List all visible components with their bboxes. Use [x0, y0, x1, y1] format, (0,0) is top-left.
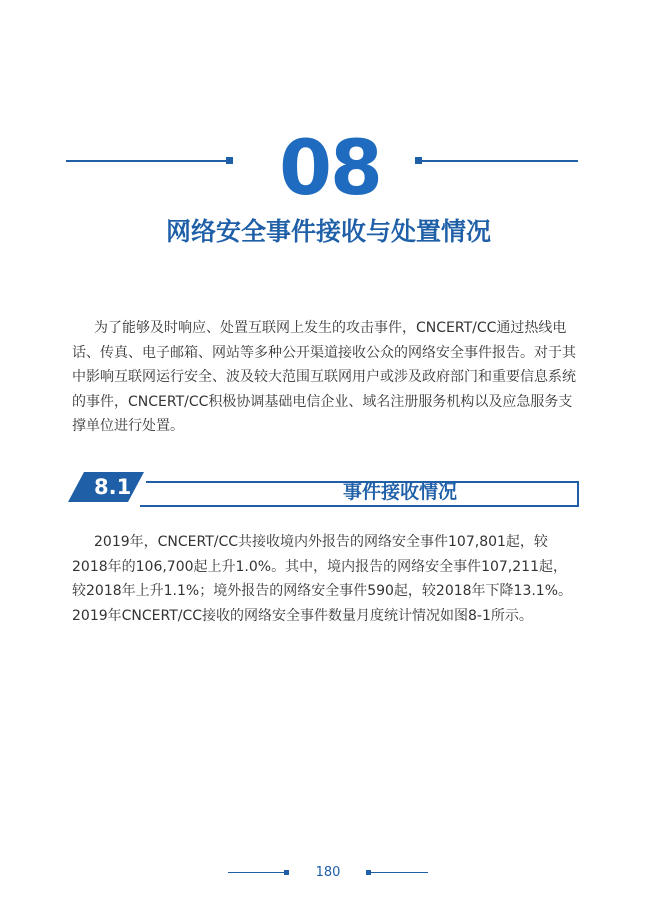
intro-line: 中影响互联网运行安全、波及较大范围互联网用户或涉及政府部门和重要信息系统 [72, 369, 576, 385]
section-title: 事件接收情况 [342, 481, 457, 503]
chapter-title: 网络安全事件接收与处置情况 [165, 217, 491, 246]
chapter-number: 08 [279, 123, 381, 212]
section-header [68, 472, 580, 508]
intro-line: 话、传真、电子邮箱、网站等多种公开渠道接收公众的网络安全事件报告。对于其 [72, 344, 576, 361]
footer-line-left [228, 872, 286, 873]
intro-line: 为了能够及时响应、处置互联网上发生的攻击事件，CNCERT/CC通过热线电 [94, 320, 567, 336]
page-number: 180 [315, 865, 341, 880]
header-dot-left [226, 157, 233, 164]
header-dot-right [415, 157, 422, 164]
section-number: 8.1 [94, 475, 132, 499]
section-body-line: 2019年CNCERT/CC接收的网络安全事件数量月度统计情况如图8-1所示。 [72, 607, 533, 624]
section-body-paragraph [72, 530, 582, 628]
intro-line: 的事件，CNCERT/CC积极协调基础电信企业、域名注册服务机构以及应急服务支 [72, 393, 573, 410]
intro-paragraph [72, 316, 582, 439]
section-body-line: 2018年的106,700起上升1.0%。其中，境内报告的网络安全事件107,211起， [72, 558, 567, 575]
header-line-right [420, 160, 578, 162]
header-line-left [66, 160, 226, 162]
section-body-line: 2019年，CNCERT/CC共接收境内外报告的网络安全事件107,801起，较 [94, 534, 548, 550]
footer-line-right [370, 872, 428, 873]
intro-line: 撑单位进行处置。 [72, 418, 184, 434]
section-body-line: 较2018年上升1.1%；境外报告的网络安全事件590起，较2018年下降13.1%。 [72, 583, 573, 599]
footer-dot-left [284, 870, 289, 875]
